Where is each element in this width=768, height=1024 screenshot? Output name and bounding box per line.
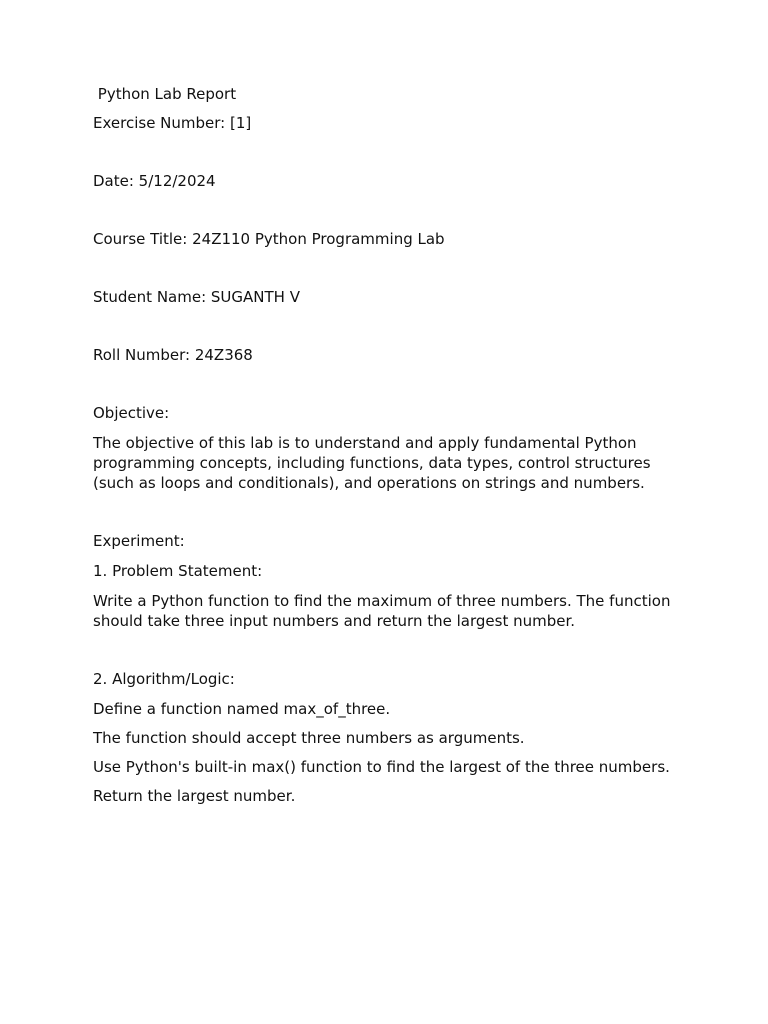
problem-text: Write a Python function to find the maximum of three numbers. The function should take three input numbers and return the largest number.	[93, 592, 676, 630]
algorithm-heading: 2. Algorithm/Logic:	[93, 670, 235, 688]
student-name: Student Name: SUGANTH V	[93, 288, 300, 306]
objective-text: The objective of this lab is to understand and apply fundamental Python programming concepts, including functions, data types, control structures (such as loops and conditionals), and operations on strings and numbers.	[93, 434, 656, 492]
objective-heading: Objective:	[93, 404, 170, 422]
experiment-heading: Experiment:	[93, 532, 185, 550]
algorithm-step: Use Python's built-in max() function to find the largest of the three numbers.	[93, 758, 670, 776]
algorithm-step: The function should accept three numbers as arguments.	[93, 729, 525, 747]
roll-number: Roll Number: 24Z368	[93, 346, 253, 364]
algorithm-step: Define a function named max_of_three.	[93, 700, 391, 718]
document-page	[93, 84, 693, 806]
problem-heading: 1. Problem Statement:	[93, 562, 263, 580]
exercise-number: Exercise Number: [1]	[93, 114, 252, 132]
date: Date: 5/12/2024	[93, 172, 216, 190]
course-title: Course Title: 24Z110 Python Programming Lab	[93, 230, 445, 248]
algorithm-step: Return the largest number.	[93, 787, 296, 805]
report-title: Python Lab Report	[93, 85, 237, 103]
